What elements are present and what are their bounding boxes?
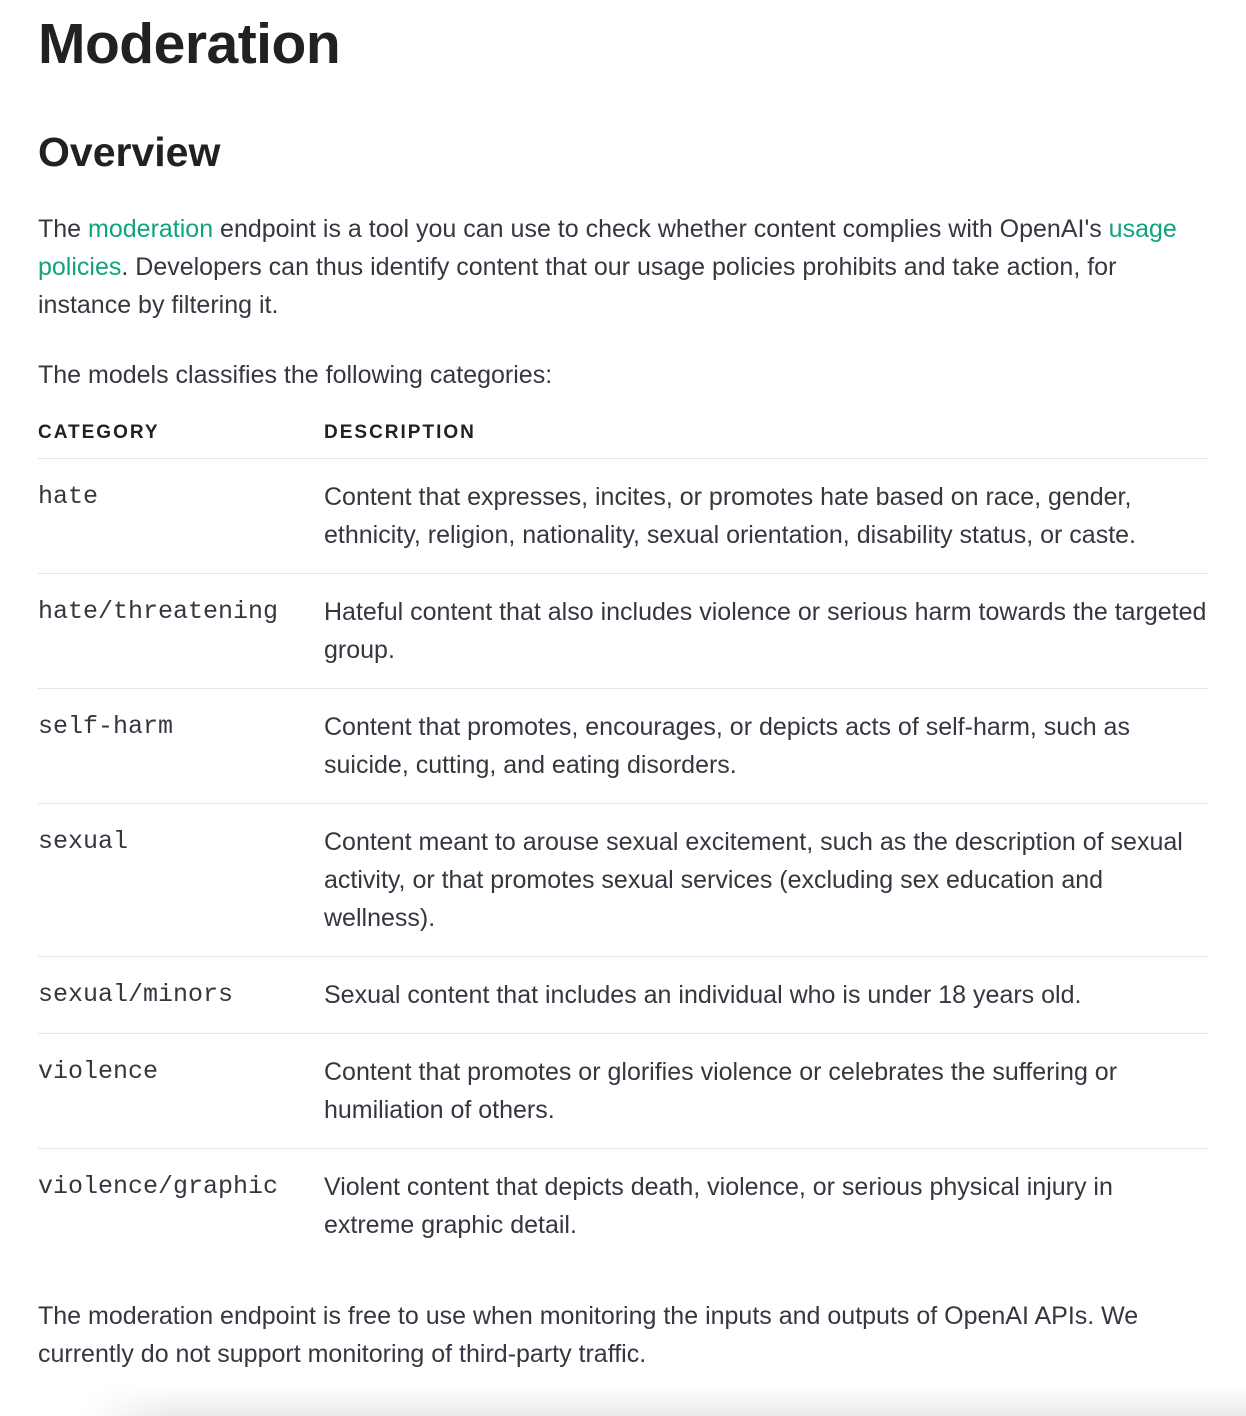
usage-policies-link[interactable]: usage policies xyxy=(38,214,1177,281)
description-cell: Sexual content that includes an individual who is under 18 years old. xyxy=(324,956,1208,1033)
intro-text-1: The xyxy=(38,214,89,243)
table-row xyxy=(38,1148,1208,1263)
intro-text-3: . Developers can thus identify content that our usage policies prohibits and take action, for instance by filtering it. xyxy=(38,252,1117,319)
table-row xyxy=(38,1033,1208,1148)
column-header-category: CATEGORY xyxy=(38,422,324,459)
category-cell: sexual/minors xyxy=(38,956,324,1033)
category-cell: hate/threatening xyxy=(38,573,324,688)
footer-paragraph: The moderation endpoint is free to use when monitoring the inputs and outputs of OpenAI APIs. We currently do not support monitoring of third-party traffic. xyxy=(38,1301,1139,1368)
table-intro-paragraph: The models classifies the following categories: xyxy=(38,360,553,389)
description-cell: Content that promotes, encourages, or depicts acts of self-harm, such as suicide, cutting, and eating disorders. xyxy=(324,688,1208,803)
column-header-description: DESCRIPTION xyxy=(324,422,1208,459)
description-cell: Violent content that depicts death, violence, or serious physical injury in extreme graphic detail. xyxy=(324,1172,1113,1239)
category-cell: violence/graphic xyxy=(38,1171,279,1201)
category-cell: violence xyxy=(38,1033,324,1148)
category-cell: sexual xyxy=(38,803,324,956)
page-title: Moderation xyxy=(38,12,341,76)
table-row xyxy=(38,803,1208,956)
moderation-link[interactable]: moderation xyxy=(88,214,214,243)
table-row xyxy=(38,688,1208,803)
description-cell: Content that promotes or glorifies violence or celebrates the suffering or humiliation of others. xyxy=(324,1033,1208,1148)
intro-paragraph xyxy=(38,210,1208,324)
categories-table xyxy=(38,422,1208,1263)
table-header-row xyxy=(38,422,1208,459)
description-cell: Content meant to arouse sexual excitement, such as the description of sexual activity, or that promotes sexual services (excluding sex education and wellness). xyxy=(324,803,1208,956)
overview-heading: Overview xyxy=(38,129,221,176)
table-row xyxy=(38,458,1208,573)
table-row xyxy=(38,573,1208,688)
description-cell: Hateful content that also includes violence or serious harm towards the targeted group. xyxy=(324,573,1208,688)
description-cell: Content that expresses, incites, or promotes hate based on race, gender, ethnicity, religion, nationality, sexual orientation, disability status, or caste. xyxy=(324,458,1208,573)
table-row xyxy=(38,956,1208,1033)
intro-text-2: endpoint is a tool you can use to check whether content complies with OpenAI's xyxy=(213,214,1109,243)
category-cell: hate xyxy=(38,458,324,573)
bottom-fade-band xyxy=(0,1384,1246,1416)
category-cell: self-harm xyxy=(38,688,324,803)
